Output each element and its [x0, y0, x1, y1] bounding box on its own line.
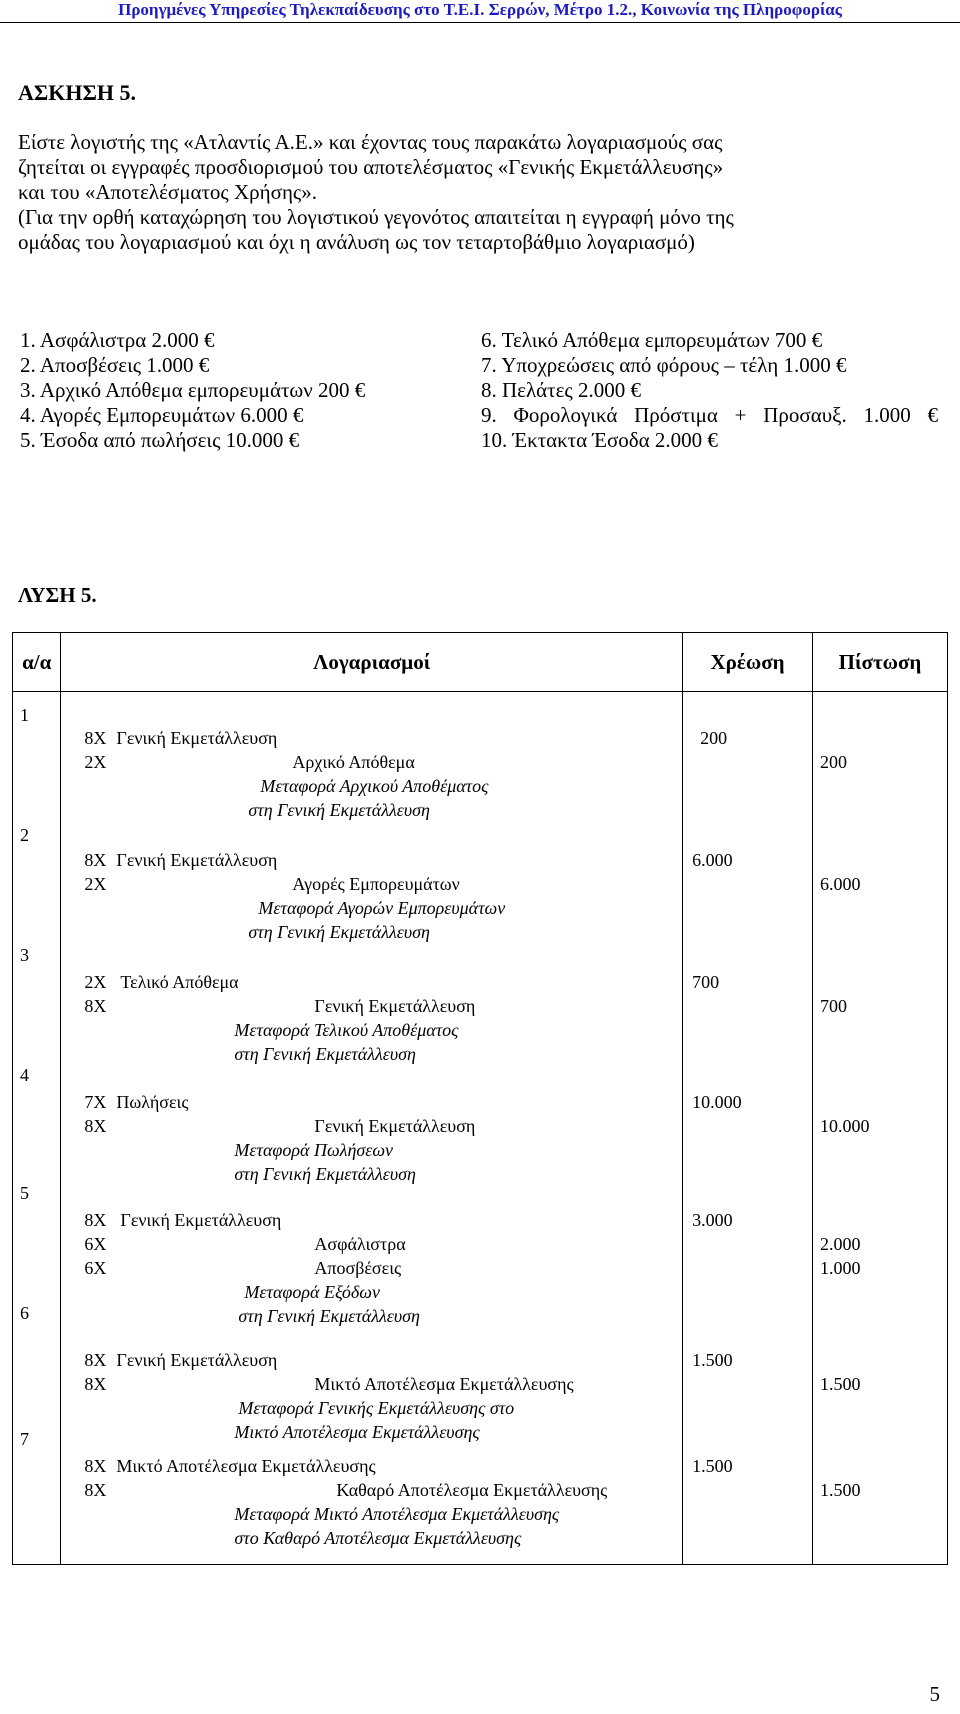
accounts-row — [18, 403, 942, 428]
credit-amount: 10.000 — [820, 1116, 870, 1136]
header-accounts: Λογαριασμοί — [61, 633, 683, 692]
accounts-list — [18, 328, 942, 453]
account-item: 3. Αρχικό Απόθεμα εμπορευμάτων 200 € — [20, 378, 366, 402]
account-name: Αρχικό Απόθεμα — [292, 752, 415, 772]
credit-account-line — [84, 1257, 401, 1279]
debit-amount: 3.000 — [692, 1210, 733, 1230]
account-name: Πωλήσεις — [116, 1092, 189, 1112]
account-name: Αγορές Εμπορευμάτων — [292, 874, 460, 894]
credit-amount: 2.000 — [820, 1234, 861, 1254]
entry-description: στη Γενική Εκμετάλλευση — [248, 922, 430, 942]
credit-account-line — [84, 1479, 607, 1501]
credit-account-line — [84, 1233, 405, 1255]
credit-amount: 1.500 — [820, 1374, 861, 1394]
entry-description: Μεταφορά Πωλήσεων — [234, 1140, 394, 1160]
debit-amount: 700 — [692, 972, 720, 992]
debit-amount: 1.500 — [692, 1456, 733, 1476]
account-code: 8Χ — [84, 1350, 107, 1370]
page-header: Προηγμένες Υπηρεσίες Τηλεκπαίδευσης στο Τ.Ε.Ι. Σερρών, Μέτρο 1.2., Κοινωνία της Πληροφορίας — [0, 0, 960, 23]
account-name: Γενική Εκμετάλλευση — [120, 1210, 282, 1230]
debit-cell — [683, 692, 813, 1565]
account-name: Γενική Εκμετάλλευση — [314, 996, 476, 1016]
account-code: 8Χ — [84, 996, 107, 1016]
account-name: Καθαρό Αποτέλεσμα Εκμετάλλευσης — [336, 1480, 608, 1500]
account-item: 9. Φορολογικά Πρόστιμα + Προσαυξ. 1.000 € — [481, 403, 938, 427]
credit-amount: 1.500 — [820, 1480, 861, 1500]
page-number: 5 — [929, 1682, 940, 1706]
entry-number: 3 — [20, 945, 29, 965]
account-name: Μικτό Αποτέλεσμα Εκμετάλλευσης — [314, 1374, 574, 1394]
entry-description: στη Γενική Εκμετάλλευση — [234, 1164, 416, 1184]
exercise-intro — [18, 130, 942, 255]
debit-account-line — [84, 971, 238, 993]
account-item: 1. Ασφάλιστρα 2.000 € — [20, 328, 215, 352]
accounts-cell — [61, 692, 683, 1565]
entry-description: Μεταφορά Αγορών Εμπορευμάτων — [258, 898, 506, 918]
account-code: 8Χ — [84, 1116, 107, 1136]
entry-description: Μεταφορά Εξόδων — [244, 1282, 380, 1302]
credit-account-line — [84, 1373, 573, 1395]
credit-amount: 700 — [820, 996, 847, 1016]
entry-description: στη Γενική Εκμετάλλευση — [248, 800, 430, 820]
account-name: Ασφάλιστρα — [314, 1234, 406, 1254]
account-item: 5. Έσοδα από πωλήσεις 10.000 € — [20, 428, 300, 452]
intro-line: ζητείται οι εγγραφές προσδιορισμού του αποτελέσματος «Γενικής Εκμετάλλευσης» — [18, 155, 724, 179]
account-code: 8Χ — [84, 1210, 107, 1230]
header-no: α/α — [13, 633, 61, 692]
accounts-row — [18, 353, 942, 378]
entry-description: στο Καθαρό Αποτέλεσμα Εκμετάλλευσης — [234, 1528, 522, 1548]
debit-account-line — [84, 1455, 375, 1477]
account-name: Τελικό Απόθεμα — [120, 972, 239, 992]
entry-description: Μεταφορά Τελικού Αποθέματος — [234, 1020, 459, 1040]
account-code: 7Χ — [84, 1092, 107, 1112]
account-code: 2Χ — [84, 972, 107, 992]
credit-account-line — [84, 995, 475, 1017]
account-item: 4. Αγορές Εμπορευμάτων 6.000 € — [20, 403, 304, 427]
debit-amount: 6.000 — [692, 850, 733, 870]
account-code: 2Χ — [84, 874, 107, 894]
credit-account-line — [84, 873, 459, 895]
accounts-row — [18, 328, 942, 353]
debit-account-line — [84, 1091, 188, 1113]
credit-account-line — [84, 751, 414, 773]
account-item: 10. Έκτακτα Έσοδα 2.000 € — [481, 428, 718, 452]
account-name: Γενική Εκμετάλλευση — [116, 728, 278, 748]
account-item: 8. Πελάτες 2.000 € — [481, 378, 641, 402]
journal-table — [12, 632, 948, 1565]
entry-description: Μεταφορά Μικτό Αποτέλεσμα Εκμετάλλευσης — [234, 1504, 560, 1524]
entry-number: 1 — [20, 705, 29, 725]
entry-number: 4 — [20, 1065, 29, 1085]
account-code: 8Χ — [84, 850, 107, 870]
account-code: 6Χ — [84, 1258, 107, 1278]
header-debit: Χρέωση — [683, 633, 813, 692]
credit-cell — [813, 692, 948, 1565]
intro-line: και του «Αποτελέσματος Χρήσης». — [18, 180, 317, 204]
intro-line: ομάδας του λογαριασμού και όχι η ανάλυση ως τον τεταρτοβάθμιο λογαριασμό) — [18, 230, 695, 254]
account-code: 8Χ — [84, 1374, 107, 1394]
credit-amount: 1.000 — [820, 1258, 861, 1278]
entry-number: 5 — [20, 1183, 29, 1203]
debit-account-line — [84, 849, 277, 871]
credit-amount: 200 — [820, 752, 847, 772]
account-code: 8Χ — [84, 728, 107, 748]
debit-amount: 1.500 — [692, 1350, 733, 1370]
exercise-title: ΑΣΚΗΣΗ 5. — [18, 80, 136, 105]
entry-description: στη Γενική Εκμετάλλευση — [234, 1044, 416, 1064]
debit-account-line — [84, 1209, 281, 1231]
credit-amount: 6.000 — [820, 874, 861, 894]
solution-title: ΛΥΣΗ 5. — [18, 583, 97, 607]
accounts-row — [18, 428, 942, 453]
account-name: Γενική Εκμετάλλευση — [116, 1350, 278, 1370]
entry-description: Μικτό Αποτέλεσμα Εκμετάλλευσης — [234, 1422, 480, 1442]
account-name: Γενική Εκμετάλλευση — [314, 1116, 476, 1136]
debit-amount: 200 — [700, 728, 728, 748]
debit-account-line — [84, 727, 277, 749]
entry-number: 6 — [20, 1303, 29, 1323]
intro-line: Είστε λογιστής της «Ατλαντίς Α.Ε.» και έχοντας τους παρακάτω λογαριασμούς σας — [18, 130, 723, 154]
entry-description: στη Γενική Εκμετάλλευση — [238, 1306, 420, 1326]
account-name: Μικτό Αποτέλεσμα Εκμετάλλευσης — [116, 1456, 376, 1476]
debit-account-line — [84, 1349, 277, 1371]
entry-description: Μεταφορά Γενικής Εκμετάλλευσης στο — [238, 1398, 515, 1418]
journal-header-row — [13, 633, 948, 692]
account-name: Αποσβέσεις — [314, 1258, 402, 1278]
account-code: 8Χ — [84, 1480, 107, 1500]
entry-description: Μεταφορά Αρχικού Αποθέματος — [260, 776, 489, 796]
account-code: 6Χ — [84, 1234, 107, 1254]
account-item: 7. Υποχρεώσεις από φόρους – τέλη 1.000 € — [481, 353, 847, 377]
account-code: 8Χ — [84, 1456, 107, 1476]
account-item: 6. Τελικό Απόθεμα εμπορευμάτων 700 € — [481, 328, 823, 352]
debit-amount: 10.000 — [692, 1092, 742, 1112]
journal-body-row — [13, 692, 948, 1565]
accounts-row — [18, 378, 942, 403]
header-credit: Πίστωση — [813, 633, 948, 692]
numbers-cell — [13, 692, 61, 1565]
credit-account-line — [84, 1115, 475, 1137]
account-name: Γενική Εκμετάλλευση — [116, 850, 278, 870]
entry-number: 7 — [20, 1429, 29, 1449]
account-item: 2. Αποσβέσεις 1.000 € — [20, 353, 210, 377]
account-code: 2Χ — [84, 752, 107, 772]
entry-number: 2 — [20, 825, 29, 845]
intro-line: (Για την ορθή καταχώρηση του λογιστικού γεγονότος απαιτείται η εγγραφή μόνο της — [18, 205, 734, 229]
